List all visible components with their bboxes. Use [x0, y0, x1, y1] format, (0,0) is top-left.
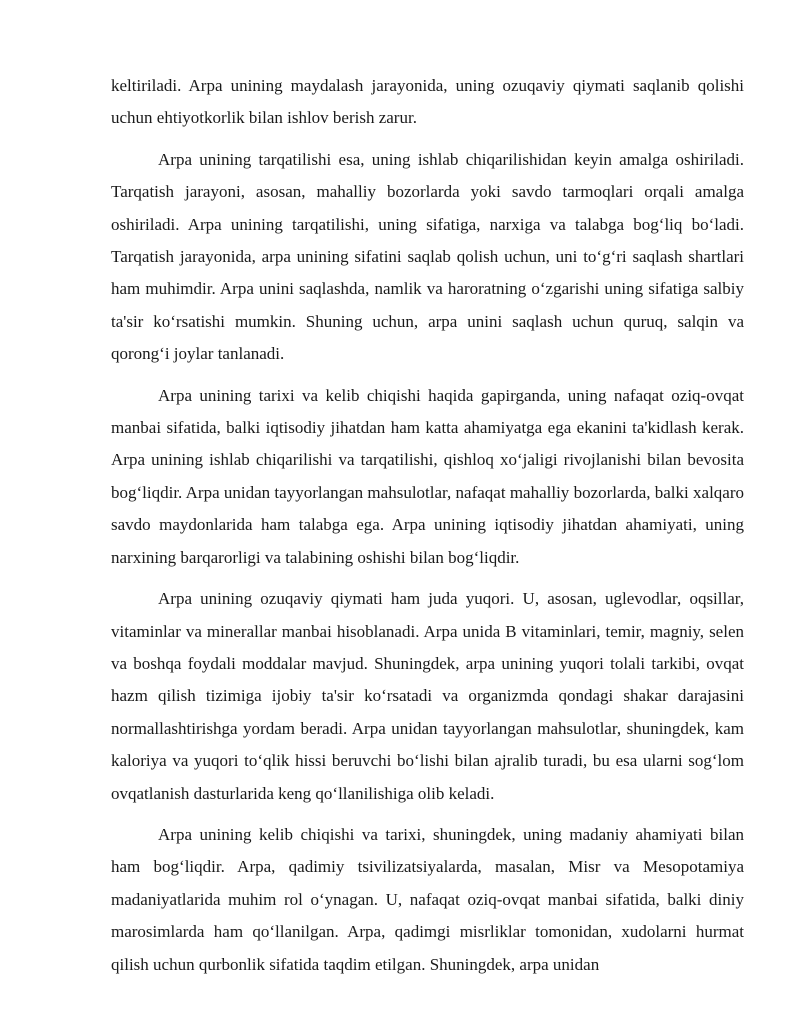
paragraph-distribution: Arpa unining tarqatilishi esa, uning ishlab chiqarilishidan keyin amalga oshiriladi. Tarqatish jarayoni, asosan, mahalliy bozorlarda yoki savdo tarmoqlari orqali amalga oshiriladi. Arpa unining tarqatilishi, uning sifatiga, narxiga va talabga bog‘liq bo‘ladi. Tarqatish jarayonida, arpa unining sifatini saqlab qolish uchun, uni to‘g‘ri saqlash shartlari ham muhimdir. Arpa unini saqlashda, namlik va haroratning o‘zgarishi uning sifatiga salbiy ta'sir ko‘rsatishi mumkin. Shuning uchun, arpa unini saqlash uchun quruq, salqin va qorong‘i joylar tanlanadi.	[111, 149, 744, 364]
paragraph-culture: Arpa unining kelib chiqishi va tarixi, shuningdek, uning madaniy ahamiyati bilan ham bog‘liqdir. Arpa, qadimiy tsivilizatsiyalarda, masalan, Misr va Mesopotamiya madaniyatlarida muhim rol o‘ynagan. U, nafaqat oziq-ovqat manbai sifatida, balki diniy marosimlarda ham qo‘llanilgan. Arpa, qadimgi misrliklar tomonidan, xudolarni hurmat qilish uchun qurbonlik sifatida taqdim etilgan. Shuningdek, arpa unidan	[111, 824, 744, 974]
document-page	[111, 70, 744, 990]
paragraph-nutrition: Arpa unining ozuqaviy qiymati ham juda yuqori. U, asosan, uglevodlar, oqsillar, vitaminlar va minerallar manbai hisoblanadi. Arpa unida B vitaminlari, temir, magniy, selen va boshqa foydali moddalar mavjud. Shuningdek, arpa unining yuqori tolali tarkibi, ovqat hazm qilish tizimiga ijobiy ta'sir ko‘rsatadi va organizmda qondagi shakar darajasini normallashtirishga yordam beradi. Arpa unidan tayyorlangan mahsulotlar, shuningdek, kam kaloriya va yuqori to‘qlik hissi beruvchi bo‘lishi bilan ajralib turadi, bu esa ularni sog‘lom ovqatlanish dasturlarida keng qo‘llanilishiga olib keladi.	[111, 589, 744, 803]
paragraph-continued: keltiriladi. Arpa unining maydalash jarayonida, uning ozuqaviy qiymati saqlanib qolishi uchun ehtiyotkorlik bilan ishlov berish zarur.	[111, 76, 744, 128]
paragraph-history-economy: Arpa unining tarixi va kelib chiqishi haqida gapirganda, uning nafaqat oziq-ovqat manbai sifatida, balki iqtisodiy jihatdan ham katta ahamiyatga ega ekanini ta'kidlash kerak. Arpa unining ishlab chiqarilishi va tarqatilishi, qishloq xo‘jaligi rivojlanishi bilan bevosita bog‘liqdir. Arpa unidan tayyorlangan mahsulotlar, nafaqat mahalliy bozorlarda, balki xalqaro savdo maydonlarida ham talabga ega. Arpa unining iqtisodiy jihatdan ahamiyati, uning narxining barqarorligi va talabining oshishi bilan bog‘liqdir.	[111, 385, 744, 567]
